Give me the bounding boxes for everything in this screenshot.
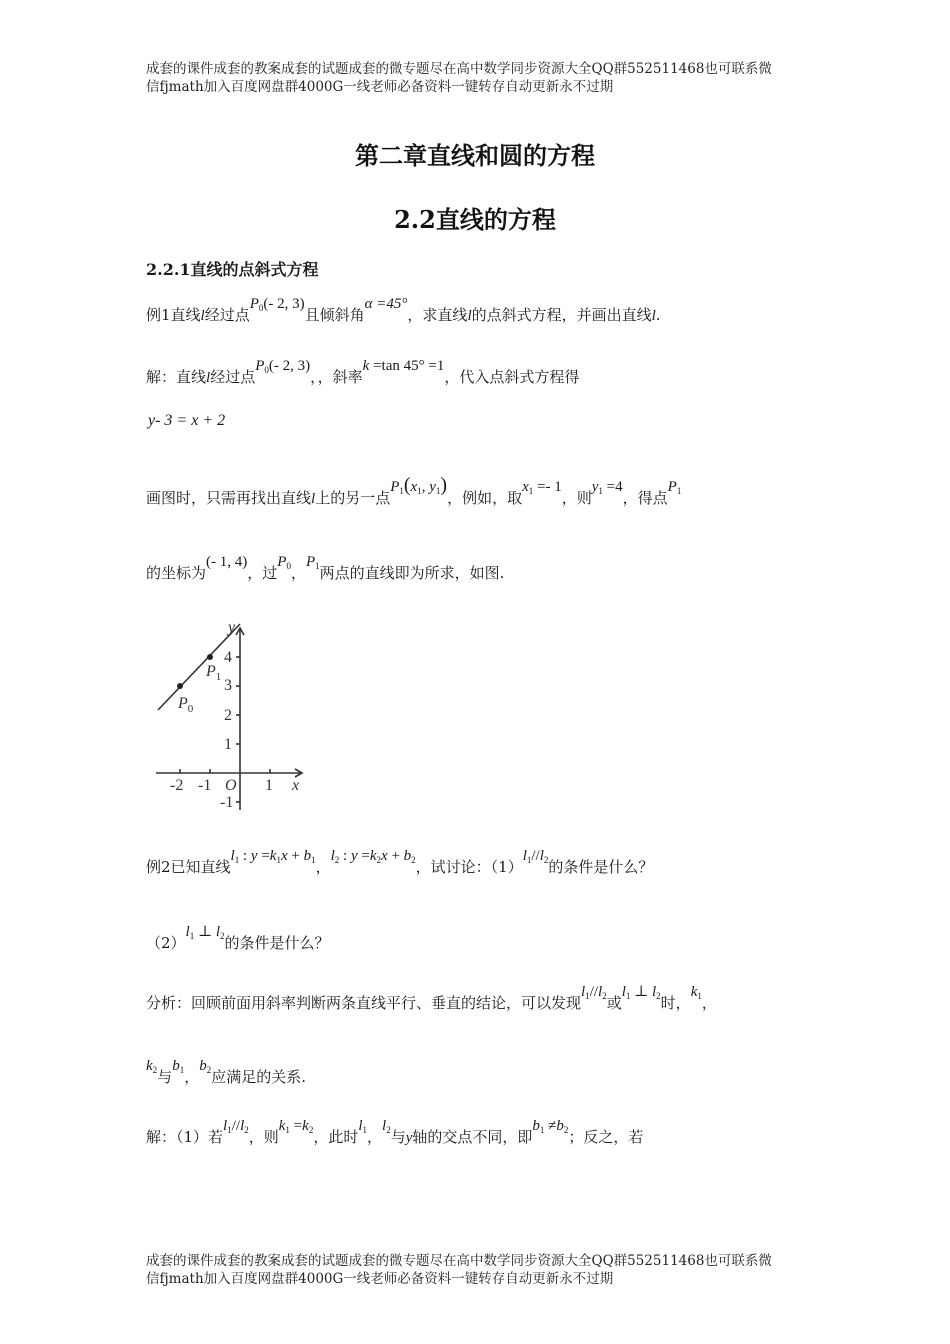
coord-text: 的坐标为(- 1, 4)，过$P_0$，$P_1$两点的直线即为所求，如图.	[146, 554, 505, 582]
header-line-1: 成套的课件成套的教案成套的试题成套的微专题尽在高中数学同步资源大全QQ群552511468也可联系微	[146, 61, 772, 77]
x-axis-label: x	[292, 777, 300, 794]
solution-1: 解：直线l经过点$P_0(-$ 2, 3)，，斜率k =tan 45° =1，代入点斜式方程得	[146, 358, 580, 386]
x-tick-label: -1	[198, 777, 212, 794]
x-tick-label: -2	[170, 777, 184, 794]
page-header	[146, 60, 816, 96]
math-alpha: α =45°	[364, 296, 408, 312]
x-tick-label: 1	[265, 777, 273, 794]
line-graph	[150, 618, 320, 818]
analysis-2: $k_2$与$b_1$，$b_2$应满足的关系.	[146, 1058, 306, 1086]
point-p0	[177, 683, 183, 689]
math-p1-xy: $P_1(x_1$, $y_1$)	[390, 474, 448, 496]
math-p0-coord: $P_0(-$ 2, 3)	[249, 296, 305, 313]
p1-label: $P_1$	[206, 663, 222, 683]
y-tick-label: 3	[224, 677, 232, 694]
question-2: $(2)l_1$ ⊥ $l_2$的条件是什么？	[146, 924, 330, 952]
origin-label: O	[225, 777, 237, 794]
math-k1-eq-k2: $k_1 =k_2$	[278, 1118, 314, 1135]
section-title: 2.2直线的方程	[394, 205, 556, 234]
point-p1	[207, 654, 213, 660]
math-l2-eq: $l_2$ : $y =k_2x + b_2$	[330, 848, 416, 865]
p0-label: $P_0$	[178, 695, 194, 715]
footer-line-1: 成套的课件成套的教案成套的试题成套的微专题尽在高中数学同步资源大全QQ群552511468也可联系微	[146, 1253, 772, 1269]
y-axis-label: y	[228, 619, 236, 636]
y-tick-label: 2	[224, 707, 232, 724]
math-y1: $y_1 =4$	[591, 479, 623, 496]
page-footer	[146, 1252, 816, 1288]
line-l	[158, 624, 240, 710]
draw-text: 画图时，只需再找出直线l上的另一点$P_1(x_1$, $y_1$)，例如，取$x_1 =- 1$，则$y_1 =4$，得点$P_1$	[146, 474, 682, 507]
math-l1-par-l2: $l_1//l_2$	[522, 848, 549, 865]
math-l1-perp-l2: $l_1$ ⊥ $l_2$	[185, 924, 225, 941]
y-tick-label: 1	[224, 736, 232, 753]
solution-2: 解：（1）若$l_1//l_2$，则$k_1 =k_2$，此时$l_1$，$l_2$与y轴的交点不同，即$b_1 \ne b_2$；反之，若	[146, 1118, 644, 1146]
subsection-title: 2.2.1直线的点斜式方程	[146, 260, 319, 279]
math-p0-coord-2: $P_0(-$ 2, 3)	[255, 358, 311, 375]
example-2: 例2已知直线$l_1$ : $y =k_1x + b_1$，$l_2$ : $y =k_2x + b_2$，试讨论：$(1)l_1//l_2$的条件是什么？	[146, 848, 654, 876]
y-tick-label: 4	[224, 649, 232, 666]
footer-line-2: 信fjmath加入百度网盘群4000G一线老师必备资料一键转存自动更新永不过期	[146, 1271, 614, 1287]
y-tick-label: -1	[220, 794, 234, 811]
analysis: 分析：回顾前面用斜率判断两条直线平行、垂直的结论，可以发现$l_1//l_2$或$l_1$ ⊥ $l_2$时，$k_1$，	[146, 984, 717, 1012]
example-1: 例1直线l经过点$P_0(-$ 2, 3)且倾斜角α =45°，求直线l的点斜式方程，并画出直线l.	[146, 296, 661, 324]
header-line-2: 信fjmath加入百度网盘群4000G一线老师必备资料一键转存自动更新永不过期	[146, 79, 614, 95]
math-b1-ne-b2: $b_1 \ne b_2$	[532, 1118, 569, 1135]
math-coord: (- 1, 4)	[206, 554, 248, 570]
math-l1-eq: $l_1$ : $y =k_1x + b_1$	[230, 848, 316, 865]
math-p1: $P_1$	[667, 479, 682, 496]
math-k-tan: k =tan 45° =1	[362, 358, 445, 374]
math-x1: $x_1 =- 1$	[522, 479, 562, 496]
equation-line: y- 3 = x + 2	[148, 412, 226, 429]
chapter-title: 第二章直线和圆的方程	[355, 141, 595, 170]
